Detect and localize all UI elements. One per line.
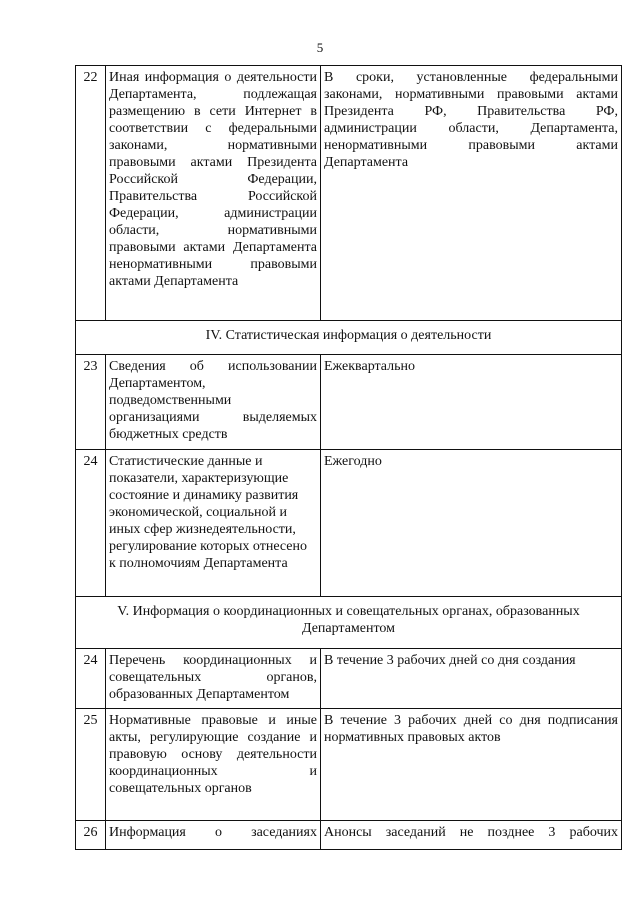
row-number: 24 [76, 450, 106, 597]
publication-period: В течение 3 рабочих дней со дня подписания нормативных правовых актов [321, 709, 622, 821]
row-number: 23 [76, 355, 106, 450]
row-number: 25 [76, 709, 106, 821]
publication-period: Ежеквартально [321, 355, 622, 450]
table-row [76, 450, 622, 597]
information-name: Нормативные правовые и иные акты, регулирующие создание и правовую основу деятельности координационных и совещательных органов [106, 709, 321, 821]
publication-period: В течение 3 рабочих дней со дня создания [321, 649, 622, 709]
section-title: V. Информация о координационных и совещательных органах, образованных Департаментом [76, 597, 622, 649]
publication-period: Ежегодно [321, 450, 622, 597]
information-name: Статистические данные и показатели, характеризующие состояние и динамику развития экономической, социальной и иных сфер жизнедеятельности, регулирование которых отнесено к полномочиям Департамента [106, 450, 321, 597]
information-name: Иная информация о деятельности Департамента, подлежащая размещению в сети Интернет в соответствии с федеральными законами, нормативными правовыми актами Президента Российской Федерации, Правительства Российской Федерации, администрации области, нормативными правовыми актами Департамента ненормативными правовыми актами Департамента [106, 66, 321, 321]
publication-period: Анонсы заседаний не позднее 3 рабочих [321, 821, 622, 850]
section-header-row [76, 321, 622, 355]
row-number: 26 [76, 821, 106, 850]
information-table [75, 65, 622, 850]
table-row [76, 66, 622, 321]
table-row [76, 649, 622, 709]
table-row [76, 709, 622, 821]
publication-period: В сроки, установленные федеральными законами, нормативными правовыми актами Президента РФ, Правительства РФ, администрации области, Департамента, ненормативными правовыми актами Департамента [321, 66, 622, 321]
row-number: 24 [76, 649, 106, 709]
table-row [76, 355, 622, 450]
information-name: Перечень координационных и совещательных органов, образованных Департаментом [106, 649, 321, 709]
row-number: 22 [76, 66, 106, 321]
page-number: 5 [316, 40, 324, 55]
section-title: IV. Статистическая информация о деятельности [76, 321, 622, 355]
table-row [76, 821, 622, 850]
information-name: Сведения об использовании Департаментом, подведомственными организациями выделяемых бюджетных средств [106, 355, 321, 450]
information-name: Информация о заседаниях [106, 821, 321, 850]
section-header-row [76, 597, 622, 649]
